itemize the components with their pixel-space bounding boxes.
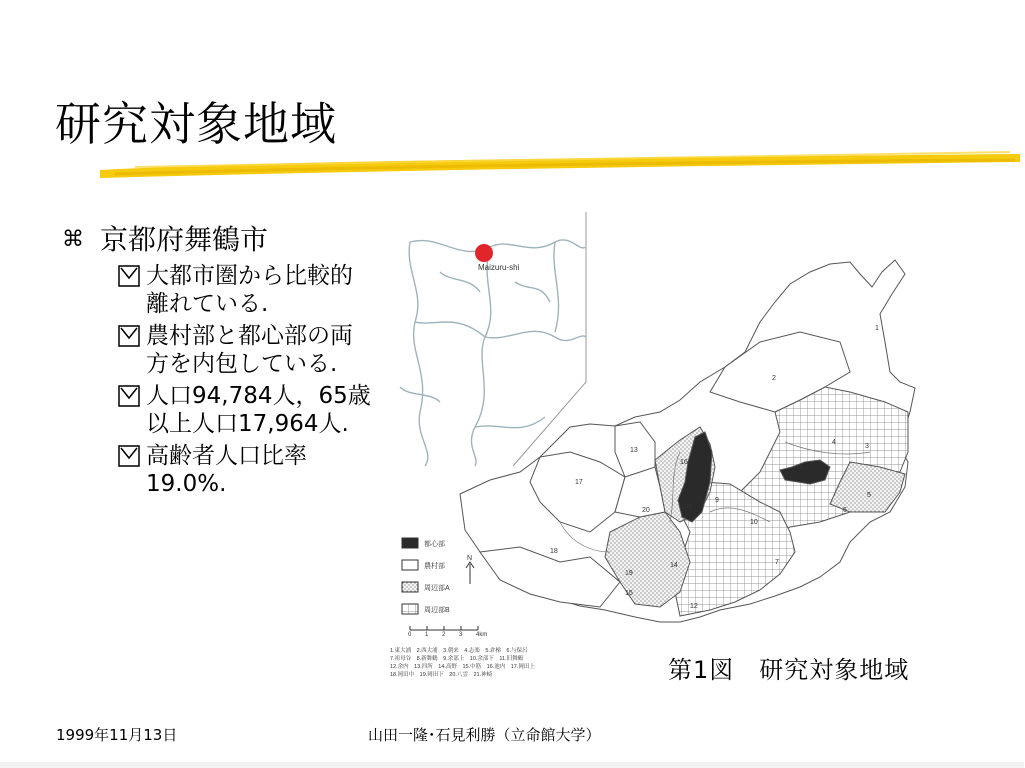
- bullet-item-text: 高齢者人口比率19.0%.: [146, 443, 307, 497]
- footer-date: 1999年11月13日: [56, 726, 178, 744]
- legend-label: 周辺部A: [424, 585, 450, 592]
- district-number: 17: [575, 479, 583, 486]
- bullet-level1: [62, 222, 382, 258]
- district-number: 6: [843, 507, 847, 514]
- checkbox-bullet-icon: [118, 385, 140, 407]
- study-area-map: [380, 212, 1010, 678]
- bullet-item: [118, 442, 382, 498]
- bullet-item: [118, 382, 382, 438]
- checkbox-bullet-icon: [118, 265, 140, 287]
- district-number: 3: [865, 443, 869, 450]
- district-number: 9: [715, 497, 719, 504]
- map-legend: [402, 538, 474, 614]
- district-number: 11: [685, 503, 693, 510]
- district-number: 16: [680, 459, 688, 466]
- scale-label: 0: [408, 632, 412, 638]
- district-number: 8: [800, 465, 804, 472]
- footer-author: 山田一隆･石見利勝（立命館大学）: [368, 726, 601, 744]
- bullet-item: [118, 262, 382, 318]
- scale-label: 4km: [476, 632, 488, 638]
- bullet-item-text: 人口94,784人，65歳以上人口17,964人.: [146, 383, 371, 437]
- scale-label: 3: [459, 632, 463, 638]
- district-number: 4: [832, 439, 836, 446]
- district-number: 2: [772, 375, 776, 382]
- scale-label: 2: [442, 632, 446, 638]
- slide-title: 研究対象地域: [55, 97, 337, 151]
- district-number: 10: [750, 519, 758, 526]
- inset-city-label: Maizuru-shi: [478, 263, 520, 272]
- title-underline-stroke: [95, 148, 1025, 184]
- scale-label: 1: [425, 632, 429, 638]
- district-number: 20: [642, 507, 650, 514]
- district-number: 7: [775, 559, 779, 566]
- district-number: 15: [625, 590, 633, 597]
- legend-label: 都心部: [424, 541, 445, 548]
- district-key-line: 7.祖母谷 8.新舞鶴 9.余部上 10.余部下 11.旧舞鶴: [390, 656, 524, 662]
- command-key-bullet-icon: ⌘: [62, 227, 84, 252]
- district-key-line: 12.余内 13.四所 14.高野 15.中筋 16.池内 17.岡田上: [390, 664, 535, 670]
- checkbox-bullet-icon: [118, 325, 140, 347]
- bullet-list: [62, 222, 382, 498]
- district-number: 5: [867, 492, 871, 499]
- district-key-line: 1.東大浦 2.西大浦 3.朝来 4.志楽 5.倉梯 6.与保呂: [390, 648, 528, 654]
- inset-locator-map: [390, 212, 586, 466]
- figure-caption: 第1図 研究対象地域: [668, 656, 910, 684]
- bottom-rule: [0, 762, 1024, 768]
- location-marker: [475, 244, 493, 262]
- checkbox-bullet-icon: [118, 445, 140, 467]
- district-number: 19: [625, 570, 633, 577]
- district-number: 13: [630, 447, 638, 454]
- district-number: 12: [690, 603, 698, 610]
- svg-text:N: N: [467, 555, 473, 562]
- district-number: 18: [550, 548, 558, 555]
- map-scale-bar: [408, 626, 487, 638]
- bullet-item-text: 大都市圏から比較的離れている.: [146, 263, 353, 317]
- bullet-item: [118, 322, 382, 378]
- bullet-main-label: 京都府舞鶴市: [100, 223, 269, 256]
- legend-label: 農村部: [424, 563, 445, 570]
- district-key-line: 18.岡田中 19.岡田下 20.八雲 21.神崎: [390, 672, 493, 678]
- legend-label: 周辺部B: [424, 607, 450, 614]
- district-number: 14: [670, 562, 678, 569]
- bullet-item-text: 農村部と都心部の両方を内包している.: [146, 323, 353, 377]
- district-number: 1: [875, 325, 879, 332]
- district-key: [390, 646, 535, 678]
